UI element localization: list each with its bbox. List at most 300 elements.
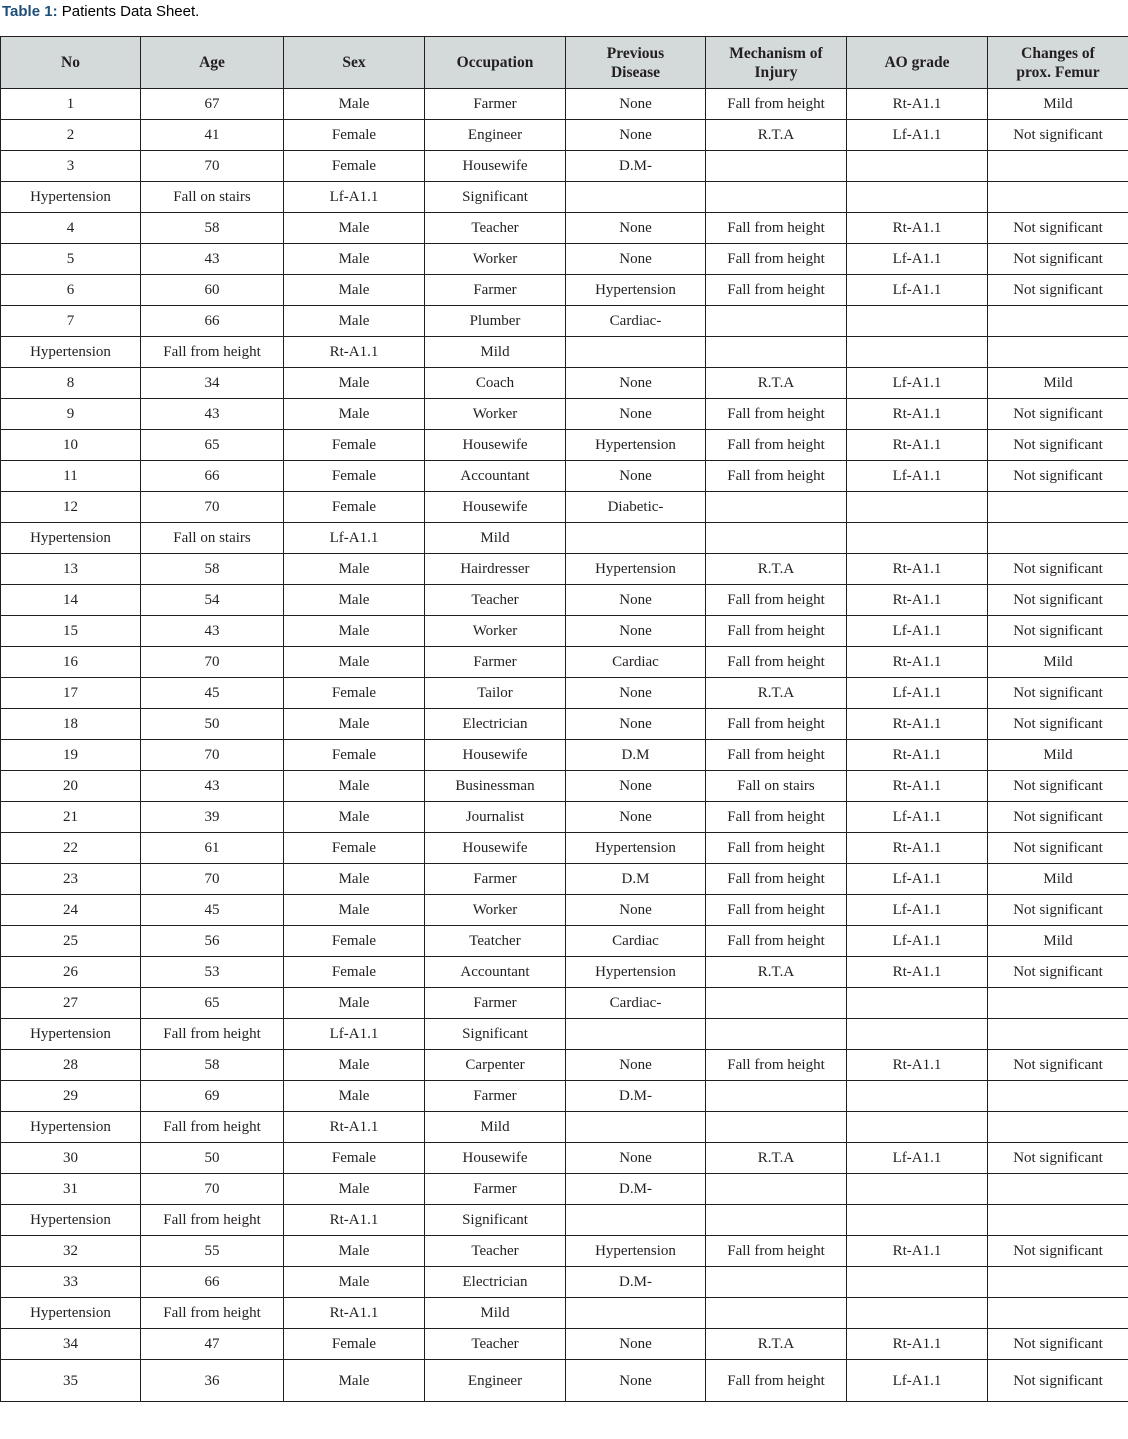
table-cell <box>847 182 988 213</box>
table-cell: Mild <box>988 368 1128 399</box>
table-cell: Mild <box>988 864 1128 895</box>
table-cell: Fall on stairs <box>141 523 284 554</box>
table-cell <box>988 492 1128 523</box>
column-header-previous-disease <box>566 37 706 89</box>
table-row <box>1 864 1128 895</box>
table-cell: None <box>566 802 706 833</box>
table-cell: Not significant <box>988 461 1128 492</box>
table-cell: Hypertension <box>1 1112 141 1143</box>
table-cell <box>706 337 847 368</box>
table-cell <box>988 523 1128 554</box>
table-cell: 5 <box>1 244 141 275</box>
table-cell: R.T.A <box>706 1329 847 1360</box>
table-cell: 23 <box>1 864 141 895</box>
table-cell: Housewife <box>425 740 566 771</box>
table-cell: Mild <box>988 89 1128 120</box>
table-row <box>1 957 1128 988</box>
table-cell: D.M- <box>566 1174 706 1205</box>
table-cell: Mild <box>425 337 566 368</box>
table-cell: Fall from height <box>141 1019 284 1050</box>
table-cell <box>847 1112 988 1143</box>
table-cell <box>566 523 706 554</box>
table-cell <box>566 1112 706 1143</box>
table-cell: Housewife <box>425 1143 566 1174</box>
table-cell: Rt-A1.1 <box>847 399 988 430</box>
table-cell: Cardiac- <box>566 988 706 1019</box>
table-cell: Male <box>284 771 425 802</box>
table-cell: Female <box>284 151 425 182</box>
table-cell: Female <box>284 430 425 461</box>
table-cell: Fall from height <box>706 1360 847 1402</box>
table-cell: Male <box>284 89 425 120</box>
table-row <box>1 399 1128 430</box>
table-cell: 47 <box>141 1329 284 1360</box>
table-cell: Fall from height <box>706 585 847 616</box>
table-cell: Male <box>284 399 425 430</box>
column-header-ao-grade <box>847 37 988 89</box>
table-cell <box>706 1174 847 1205</box>
table-row <box>1 306 1128 337</box>
table-cell <box>988 1112 1128 1143</box>
table-cell: R.T.A <box>706 1143 847 1174</box>
table-cell: Male <box>284 1236 425 1267</box>
table-cell: Fall from height <box>706 647 847 678</box>
table-cell: None <box>566 1329 706 1360</box>
table-cell: 34 <box>1 1329 141 1360</box>
table-cell: Tailor <box>425 678 566 709</box>
table-row <box>1 492 1128 523</box>
table-cell: Not significant <box>988 1360 1128 1402</box>
table-cell <box>988 1267 1128 1298</box>
table-cell: Lf-A1.1 <box>847 864 988 895</box>
table-cell: 30 <box>1 1143 141 1174</box>
table-row <box>1 151 1128 182</box>
table-row <box>1 1360 1128 1402</box>
column-header-line: Injury <box>754 63 798 81</box>
table-cell: Fall from height <box>706 244 847 275</box>
table-cell: Significant <box>425 1019 566 1050</box>
column-header-line: Sex <box>342 54 366 71</box>
table-cell: Farmer <box>425 988 566 1019</box>
table-cell: Fall from height <box>706 430 847 461</box>
table-cell <box>566 1298 706 1329</box>
table-row <box>1 709 1128 740</box>
table-cell: Not significant <box>988 1143 1128 1174</box>
table-cell: Accountant <box>425 957 566 988</box>
column-header-line: No <box>61 54 80 71</box>
table-cell <box>706 151 847 182</box>
table-cell: R.T.A <box>706 554 847 585</box>
table-row <box>1 616 1128 647</box>
table-cell <box>566 1205 706 1236</box>
table-row-continuation <box>1 523 1128 554</box>
table-cell <box>988 1019 1128 1050</box>
table-cell: Farmer <box>425 89 566 120</box>
table-cell: Mild <box>425 1112 566 1143</box>
table-cell: Plumber <box>425 306 566 337</box>
table-cell <box>706 1267 847 1298</box>
table-cell: 26 <box>1 957 141 988</box>
table-cell: Lf-A1.1 <box>847 895 988 926</box>
table-cell: Female <box>284 120 425 151</box>
table-cell: Farmer <box>425 275 566 306</box>
table-cell: Fall from height <box>706 833 847 864</box>
table-cell: None <box>566 244 706 275</box>
table-cell: Lf-A1.1 <box>847 926 988 957</box>
table-cell: 20 <box>1 771 141 802</box>
table-cell <box>706 492 847 523</box>
table-cell: D.M <box>566 864 706 895</box>
table-row-continuation <box>1 337 1128 368</box>
table-cell: Hypertension <box>566 833 706 864</box>
table-row <box>1 1267 1128 1298</box>
table-cell: Male <box>284 988 425 1019</box>
table-cell: Hypertension <box>566 1236 706 1267</box>
table-cell: None <box>566 1360 706 1402</box>
table-cell: Cardiac <box>566 926 706 957</box>
table-cell: Rt-A1.1 <box>847 740 988 771</box>
table-cell <box>706 1081 847 1112</box>
table-cell: Lf-A1.1 <box>847 368 988 399</box>
table-cell: 70 <box>141 492 284 523</box>
table-cell: 9 <box>1 399 141 430</box>
table-cell: Rt-A1.1 <box>847 554 988 585</box>
table-cell: Female <box>284 678 425 709</box>
table-cell: Rt-A1.1 <box>847 1236 988 1267</box>
table-cell: 58 <box>141 554 284 585</box>
table-cell <box>847 1174 988 1205</box>
table-cell: Lf-A1.1 <box>847 120 988 151</box>
table-cell: Female <box>284 926 425 957</box>
table-cell: Male <box>284 709 425 740</box>
table-cell: Rt-A1.1 <box>284 1205 425 1236</box>
table-cell: 54 <box>141 585 284 616</box>
table-cell <box>988 1174 1128 1205</box>
table-header <box>1 37 1128 89</box>
table-body <box>1 89 1128 1402</box>
table-cell <box>988 151 1128 182</box>
table-cell: Electrician <box>425 709 566 740</box>
table-cell: 65 <box>141 988 284 1019</box>
table-cell: Not significant <box>988 399 1128 430</box>
table-cell <box>706 1019 847 1050</box>
table-cell: 25 <box>1 926 141 957</box>
table-cell: Rt-A1.1 <box>847 1329 988 1360</box>
table-cell: Mild <box>988 926 1128 957</box>
table-row <box>1 120 1128 151</box>
table-cell: Fall from height <box>706 709 847 740</box>
table-cell: Businessman <box>425 771 566 802</box>
table-row <box>1 1050 1128 1081</box>
table-cell: Fall from height <box>706 864 847 895</box>
table-row <box>1 1081 1128 1112</box>
table-cell: Diabetic- <box>566 492 706 523</box>
table-row <box>1 1236 1128 1267</box>
column-header-line: Disease <box>610 63 661 81</box>
table-cell: Male <box>284 647 425 678</box>
table-cell: R.T.A <box>706 957 847 988</box>
table-cell: Not significant <box>988 895 1128 926</box>
table-cell: Significant <box>425 1205 566 1236</box>
table-cell: Lf-A1.1 <box>284 1019 425 1050</box>
table-cell: Fall from height <box>141 1298 284 1329</box>
table-cell: Worker <box>425 244 566 275</box>
table-cell: None <box>566 1050 706 1081</box>
table-cell: 7 <box>1 306 141 337</box>
table-cell: 50 <box>141 709 284 740</box>
table-cell <box>988 988 1128 1019</box>
table-cell: Electrician <box>425 1267 566 1298</box>
table-cell: 10 <box>1 430 141 461</box>
table-row <box>1 89 1128 120</box>
table-caption-label: Table 1: <box>2 3 58 20</box>
table-cell <box>988 1298 1128 1329</box>
table-cell: Male <box>284 616 425 647</box>
table-cell <box>847 1081 988 1112</box>
column-header-line: Previous <box>606 44 665 62</box>
table-cell: 60 <box>141 275 284 306</box>
table-cell: 58 <box>141 213 284 244</box>
table-cell: Fall from height <box>706 1236 847 1267</box>
table-cell: Not significant <box>988 709 1128 740</box>
table-cell: Housewife <box>425 833 566 864</box>
table-cell: None <box>566 709 706 740</box>
table-cell <box>706 1205 847 1236</box>
table-cell: Male <box>284 585 425 616</box>
table-cell: 21 <box>1 802 141 833</box>
table-cell: 35 <box>1 1360 141 1402</box>
table-cell: 58 <box>141 1050 284 1081</box>
table-cell: Mild <box>988 740 1128 771</box>
table-cell: Not significant <box>988 585 1128 616</box>
table-cell: 45 <box>141 678 284 709</box>
table-cell: Male <box>284 1360 425 1402</box>
column-header-mechanism-of-injury <box>706 37 847 89</box>
table-cell: Not significant <box>988 213 1128 244</box>
column-header-line: Age <box>199 54 225 71</box>
table-cell: Teacher <box>425 585 566 616</box>
table-cell: Fall on stairs <box>141 182 284 213</box>
table-cell: 43 <box>141 771 284 802</box>
table-cell: Engineer <box>425 1360 566 1402</box>
table-cell <box>566 337 706 368</box>
table-cell: 70 <box>141 740 284 771</box>
table-cell: Fall from height <box>706 275 847 306</box>
table-cell: 6 <box>1 275 141 306</box>
table-cell: 66 <box>141 461 284 492</box>
table-cell: R.T.A <box>706 678 847 709</box>
table-cell: 53 <box>141 957 284 988</box>
table-cell: Worker <box>425 895 566 926</box>
table-cell: 32 <box>1 1236 141 1267</box>
table-cell: Fall from height <box>141 337 284 368</box>
column-header-changes-of-prox-femur <box>988 37 1128 89</box>
table-cell: 29 <box>1 1081 141 1112</box>
table-cell: Farmer <box>425 1174 566 1205</box>
table-cell: Rt-A1.1 <box>284 337 425 368</box>
table-cell: Not significant <box>988 1329 1128 1360</box>
table-cell <box>706 523 847 554</box>
table-cell: 36 <box>141 1360 284 1402</box>
table-cell: None <box>566 368 706 399</box>
table-cell: Male <box>284 1050 425 1081</box>
table-cell: 65 <box>141 430 284 461</box>
table-cell: Not significant <box>988 120 1128 151</box>
table-cell <box>706 1112 847 1143</box>
table-row <box>1 926 1128 957</box>
table-cell: 70 <box>141 151 284 182</box>
table-row <box>1 275 1128 306</box>
column-header-line: AO grade <box>884 54 950 71</box>
table-cell: Engineer <box>425 120 566 151</box>
table-row <box>1 833 1128 864</box>
table-cell: 31 <box>1 1174 141 1205</box>
table-row-continuation <box>1 1019 1128 1050</box>
table-cell: Mild <box>988 647 1128 678</box>
table-cell: Farmer <box>425 1081 566 1112</box>
table-cell: 3 <box>1 151 141 182</box>
table-cell: Fall from height <box>141 1112 284 1143</box>
table-row <box>1 988 1128 1019</box>
table-cell: 28 <box>1 1050 141 1081</box>
table-cell: Lf-A1.1 <box>847 275 988 306</box>
table-cell: Fall from height <box>706 89 847 120</box>
table-row <box>1 1329 1128 1360</box>
table-cell: Teacher <box>425 1329 566 1360</box>
table-cell: 4 <box>1 213 141 244</box>
table-cell: Mild <box>425 523 566 554</box>
table-cell: D.M- <box>566 1081 706 1112</box>
table-cell: 8 <box>1 368 141 399</box>
table-cell: 45 <box>141 895 284 926</box>
table-cell: Fall from height <box>706 213 847 244</box>
table-cell <box>847 337 988 368</box>
table-cell: 13 <box>1 554 141 585</box>
table-cell: Teacher <box>425 213 566 244</box>
table-cell: R.T.A <box>706 120 847 151</box>
table-cell: 66 <box>141 306 284 337</box>
table-cell <box>847 306 988 337</box>
table-cell: None <box>566 120 706 151</box>
table-cell: Lf-A1.1 <box>847 802 988 833</box>
table-cell <box>847 1205 988 1236</box>
table-cell: Not significant <box>988 430 1128 461</box>
column-header-line: Occupation <box>456 54 534 71</box>
column-header-age <box>141 37 284 89</box>
table-cell: Not significant <box>988 554 1128 585</box>
table-cell: Male <box>284 306 425 337</box>
table-row <box>1 1143 1128 1174</box>
table-cell: Fall from height <box>706 802 847 833</box>
table-cell: Not significant <box>988 833 1128 864</box>
table-cell: Significant <box>425 182 566 213</box>
table-cell: Hypertension <box>566 554 706 585</box>
table-header-row <box>1 37 1128 89</box>
table-cell: 70 <box>141 864 284 895</box>
table-cell: Worker <box>425 616 566 647</box>
table-cell: Male <box>284 802 425 833</box>
table-cell: None <box>566 771 706 802</box>
table-cell: Lf-A1.1 <box>284 182 425 213</box>
table-cell: Fall from height <box>706 399 847 430</box>
table-cell: Male <box>284 244 425 275</box>
table-cell: Lf-A1.1 <box>847 461 988 492</box>
table-cell: None <box>566 89 706 120</box>
table-cell: Hairdresser <box>425 554 566 585</box>
table-cell: Housewife <box>425 430 566 461</box>
table-cell: Hypertension <box>1 1019 141 1050</box>
table-cell: Not significant <box>988 771 1128 802</box>
table-cell: Rt-A1.1 <box>847 957 988 988</box>
table-cell <box>847 988 988 1019</box>
table-cell: D.M- <box>566 1267 706 1298</box>
table-cell: Fall from height <box>706 740 847 771</box>
table-cell: Male <box>284 275 425 306</box>
table-cell: None <box>566 461 706 492</box>
table-cell: Lf-A1.1 <box>847 616 988 647</box>
table-cell: Female <box>284 1143 425 1174</box>
table-cell: 66 <box>141 1267 284 1298</box>
table-cell: Male <box>284 1267 425 1298</box>
table-cell <box>988 182 1128 213</box>
table-cell <box>706 1298 847 1329</box>
table-cell <box>847 523 988 554</box>
table-cell: Mild <box>425 1298 566 1329</box>
table-cell: Female <box>284 740 425 771</box>
table-cell: Male <box>284 368 425 399</box>
table-cell: None <box>566 213 706 244</box>
table-cell: Fall from height <box>706 461 847 492</box>
table-cell: Fall from height <box>706 1050 847 1081</box>
column-header-occupation <box>425 37 566 89</box>
table-cell <box>988 1205 1128 1236</box>
table-cell: Lf-A1.1 <box>847 678 988 709</box>
table-cell: Lf-A1.1 <box>284 523 425 554</box>
table-cell: Housewife <box>425 151 566 182</box>
table-cell: Teatcher <box>425 926 566 957</box>
table-cell: Fall from height <box>706 926 847 957</box>
table-cell: Not significant <box>988 244 1128 275</box>
table-cell: Fall from height <box>706 616 847 647</box>
table-cell: 67 <box>141 89 284 120</box>
table-row <box>1 647 1128 678</box>
table-cell: None <box>566 399 706 430</box>
table-cell: Worker <box>425 399 566 430</box>
table-cell <box>566 182 706 213</box>
table-cell: Not significant <box>988 1050 1128 1081</box>
table-row <box>1 461 1128 492</box>
table-cell: 17 <box>1 678 141 709</box>
table-cell: 11 <box>1 461 141 492</box>
table-cell <box>847 492 988 523</box>
table-row <box>1 802 1128 833</box>
table-cell: Rt-A1.1 <box>847 833 988 864</box>
table-cell: Hypertension <box>566 275 706 306</box>
table-cell <box>847 1267 988 1298</box>
table-cell: Hypertension <box>566 430 706 461</box>
table-cell: Rt-A1.1 <box>847 771 988 802</box>
table-cell: Not significant <box>988 957 1128 988</box>
table-row <box>1 740 1128 771</box>
table-caption-text: Patients Data Sheet. <box>57 3 200 20</box>
table-row <box>1 678 1128 709</box>
table-cell: Rt-A1.1 <box>847 89 988 120</box>
table-cell: 1 <box>1 89 141 120</box>
table-cell: Lf-A1.1 <box>847 1360 988 1402</box>
table-cell: Female <box>284 1329 425 1360</box>
table-cell: Fall from height <box>706 895 847 926</box>
table-cell: Coach <box>425 368 566 399</box>
